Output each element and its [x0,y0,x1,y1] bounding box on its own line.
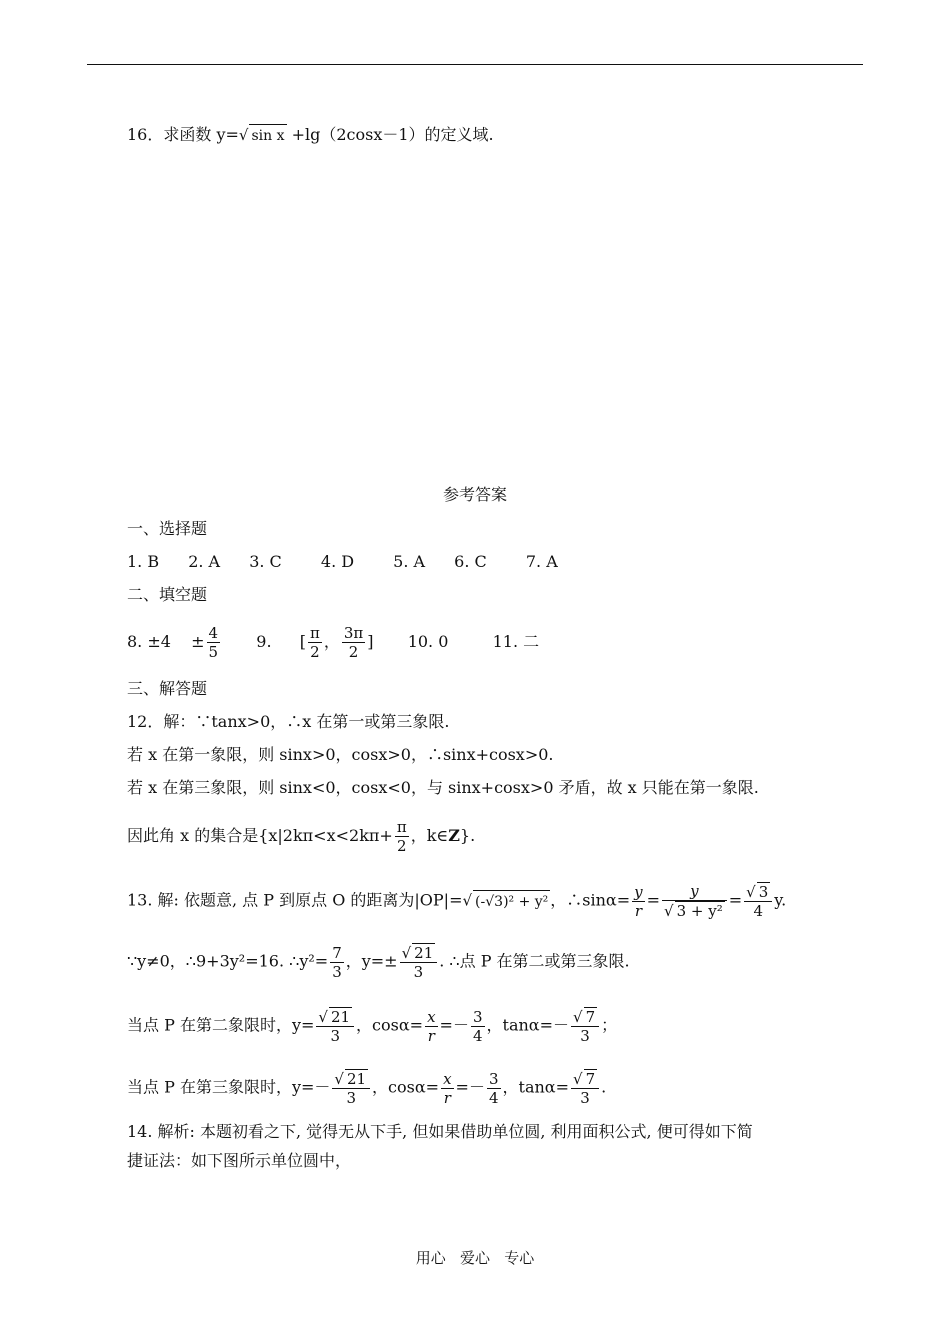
frac-den: 3 [413,963,424,981]
q13-line2 [127,943,630,981]
fraction-x-r [441,1070,453,1107]
equals: = [646,890,661,910]
choice-6: 6. C [454,552,487,571]
choice-4: 4. D [320,552,355,571]
choice-1: 1. B [127,552,160,571]
q14-line1: 14. 解析: 本题初看之下, 觉得无从下手, 但如果借助单位圆, 利用面积公式, 便可得如下简 [127,1122,753,1141]
fraction-sqrt7-3 [571,1007,599,1045]
frac-num: 3 [472,1007,483,1026]
frac-num: x [427,1007,436,1026]
frac-den: √ 3 + y² [664,902,723,920]
q13-l2-c: . ∴点 P 在第二或第三象限. [439,951,630,971]
answer-9: 9. [256,632,272,651]
frac-num: y [662,882,727,901]
frac-num: 7 [332,943,342,962]
fraction-x-r [425,1008,437,1045]
q13-mid: ，∴sinα= [550,890,631,910]
q13-prefix: 13. 解: 依题意, 点 P 到原点 O 的距离为|OP|= [127,890,463,910]
den-radicand: 3 + y² [676,902,723,920]
frac-den: 5 [208,643,219,661]
integer-set: Z [448,826,460,845]
op-radicand: (-√3)² + y² [473,890,550,913]
fraction-y-sqrt [662,882,727,920]
fraction-7-3 [330,944,344,981]
q12-line1: 12．解：∵tanx>0，∴x 在第一或第三象限. [127,712,450,731]
q12-line2: 若 x 在第一象限，则 sinx>0，cosx>0，∴sinx+cosx>0. [127,745,554,764]
num-radicand: 21 [414,944,434,962]
frac-num: √ 7 [571,1007,599,1027]
q12-set-mid: ，k∈ [410,826,449,845]
fraction-3-4 [471,1008,485,1045]
fraction-pi-2 [308,624,322,661]
page-footer: 用心 爱心 专心 [415,1249,535,1267]
frac-den: 2 [310,643,320,661]
frac-den: r [443,1088,451,1107]
section-choice: 一、选择题 [127,519,208,538]
q13-line4 [127,1069,606,1107]
q13-l2-a: ∵y≠0，∴9+3y²=16. ∴y²= [127,951,329,971]
q16-radicand: sin x [249,124,286,147]
fraction-4-5 [207,624,221,661]
q13-l4-e: . [601,1077,607,1097]
choice-3: 3. C [249,552,282,571]
fill-answers [127,624,539,661]
q13-l3-c: =－ [439,1015,469,1035]
plus-minus: ± [191,632,205,651]
q13-line1 [127,882,786,920]
q12-line4 [127,818,475,855]
fraction-3pi-2 [342,624,365,661]
fraction-sqrt3-4 [744,882,772,920]
fraction-sqrt7-3 [571,1069,599,1107]
answer-title: 参考答案 [442,485,507,504]
frac-num: √ 21 [316,1007,354,1027]
frac-num: 4 [208,624,219,642]
num-radicand: 7 [585,1070,596,1088]
frac-den: 3 [346,1089,356,1107]
frac-den: 2 [348,643,359,661]
q13-l4-b: ，cosα= [372,1077,440,1097]
frac-num: 3π [343,624,364,642]
comma: ， [323,632,340,651]
frac-num: √ 3 [744,882,772,902]
header-rule [87,64,863,65]
q13-l3-a: 当点 P 在第二象限时，y= [127,1015,315,1035]
frac-den: 3 [580,1027,590,1045]
choice-7: 7. A [525,552,558,571]
question-16 [127,124,494,147]
choice-5: 5. A [393,552,426,571]
q12-set-prefix: 因此角 x 的集合是{x|2kπ<x<2kπ+ [127,826,393,845]
sqrt-sign: √ [238,126,249,144]
q13-line3 [127,1007,617,1045]
section-solve: 三、解答题 [127,679,208,698]
q13-l4-d: ，tanα= [502,1077,570,1097]
num-radicand: 7 [585,1008,596,1026]
fraction-sqrt21-3 [400,943,438,981]
answer-11: 11. 二 [492,632,540,651]
q16-suffix: +lg（2cosx－1）的定义域. [286,125,494,144]
answer-8: 8. ±4 [127,632,171,651]
frac-num: π [396,818,407,836]
fraction-y-r [632,883,644,920]
frac-den: r [427,1026,435,1045]
frac-den: 3 [332,962,342,981]
answer-10: 10. 0 [407,632,449,651]
frac-num: π [309,624,320,642]
fraction-sqrt21-3 [332,1069,370,1107]
num-radicand: 21 [346,1070,367,1088]
fraction-sqrt21-3 [316,1007,354,1045]
num-radicand: 21 [330,1008,351,1026]
q13-l3-e: ； [601,1015,618,1035]
q12-line3: 若 x 在第三象限，则 sinx<0，cosx<0，与 sinx+cosx>0 矛盾，故 x 只能在第一象限. [127,778,759,797]
bracket-close: ] [367,632,374,651]
choice-2: 2. A [188,552,221,571]
q13-l3-b: ，cosα= [356,1015,424,1035]
frac-den: 2 [396,837,407,855]
equals: = [728,890,743,910]
q13-l4-a: 当点 P 在第三象限时，y=－ [127,1077,331,1097]
frac-den: 4 [753,902,763,920]
frac-num: y [634,882,643,901]
fraction-3-4 [487,1070,501,1107]
q13-l4-c: =－ [455,1077,485,1097]
frac-den: r [634,901,642,920]
frac-den: 4 [472,1026,483,1045]
q13-l3-d: ，tanα=－ [486,1015,570,1035]
q13-end: y. [774,890,787,910]
q16-prefix: 16．求函数 y= [127,125,239,144]
fraction-pi-2 [395,818,409,855]
q13-l2-b: ，y=± [345,951,398,971]
sqrt-sign: √ [462,891,473,910]
frac-num: √ 21 [400,943,438,963]
frac-num: x [443,1069,452,1088]
num-radicand: 3 [758,883,769,901]
q12-set-end: }. [459,826,476,845]
choice-answers [127,551,558,573]
q14-line2: 捷证法：如下图所示单位圆中， [127,1151,352,1170]
frac-num: √ 7 [571,1069,599,1089]
frac-den: 3 [330,1027,340,1045]
section-fill: 二、填空题 [127,585,208,604]
frac-den: 4 [488,1088,499,1107]
frac-den: 3 [580,1089,590,1107]
frac-num: 3 [488,1069,499,1088]
frac-num: √ 21 [332,1069,370,1089]
bracket-open: [ [299,632,306,651]
